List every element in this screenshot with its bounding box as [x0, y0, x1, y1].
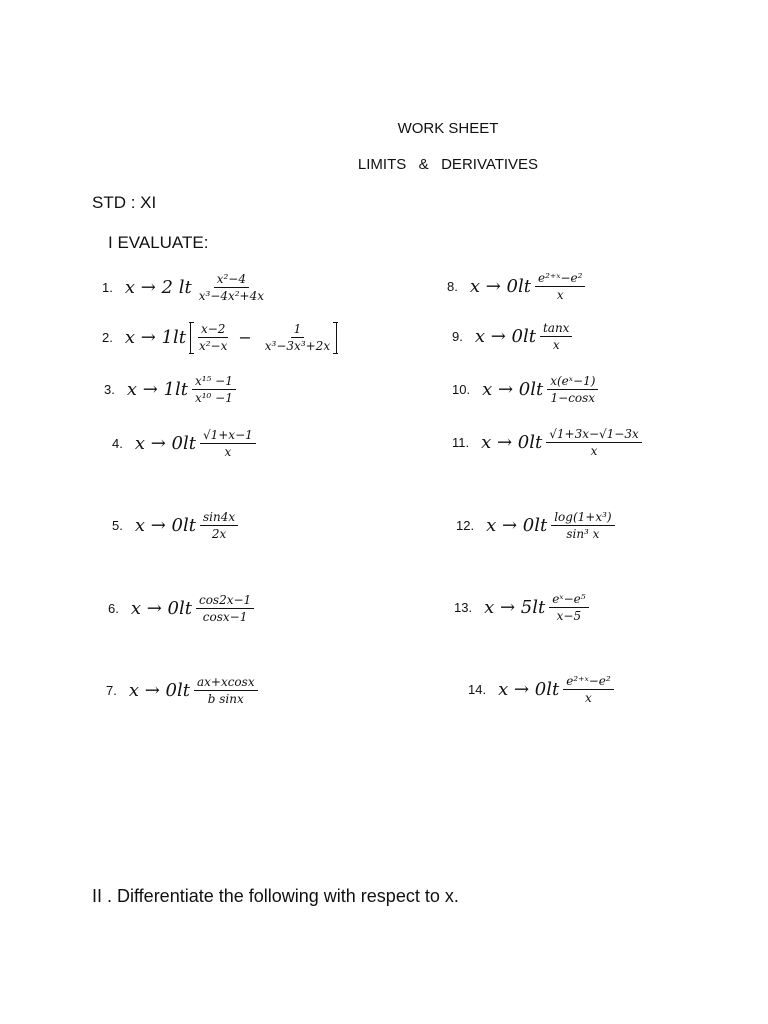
problem-10: [452, 374, 598, 406]
problem-number: 6.: [108, 601, 119, 617]
denominator: cosx−1: [202, 610, 248, 625]
fraction: [551, 510, 614, 542]
fraction: [563, 674, 613, 706]
problem-number: 13.: [454, 600, 473, 616]
problem-number: 4.: [112, 436, 123, 452]
numerator: e²⁺ˣ−e²: [535, 271, 585, 287]
problem-5: [112, 510, 238, 542]
minus-sign: −: [238, 328, 252, 348]
numerator: x²−4: [214, 272, 249, 288]
denominator: 1−cosx: [550, 391, 596, 406]
limit-expression: x → 0lt: [128, 680, 190, 702]
denominator: x: [552, 338, 560, 353]
problem-6: [108, 593, 254, 625]
denominator: 2x: [211, 527, 227, 542]
problem-number: 7.: [106, 683, 117, 699]
limit-expression: x → 0lt: [134, 515, 196, 537]
limit-expression: x → 0lt: [481, 432, 543, 454]
numerator: √1+x−1: [200, 428, 256, 444]
problem-4: [112, 428, 256, 460]
fraction: [200, 510, 238, 542]
problem-number: 5.: [112, 518, 123, 534]
problem-number: 10.: [452, 382, 471, 398]
fraction: [196, 272, 267, 304]
fraction: [262, 322, 333, 354]
limit-expression: x → 2 lt: [124, 277, 192, 299]
numerator: x¹⁵ −1: [192, 374, 236, 390]
denominator: x: [556, 288, 564, 303]
limit-expression: x → 0lt: [134, 433, 196, 455]
problem-9: [452, 321, 572, 353]
numerator: x(eˣ−1): [547, 374, 598, 390]
numerator: sin4x: [200, 510, 238, 526]
fraction: [192, 374, 236, 406]
fraction: [535, 271, 585, 303]
problem-number: 9.: [452, 329, 463, 345]
problem-1: [102, 272, 267, 304]
problem-11: [452, 427, 642, 459]
denominator: sin³ x: [566, 527, 600, 542]
standard-label: STD : XI: [92, 193, 157, 212]
limit-expression: x → 0lt: [486, 515, 548, 537]
numerator: √1+3x−√1−3x: [546, 427, 642, 443]
limit-expression: x → 0lt: [498, 679, 560, 701]
problem-number: 1.: [102, 280, 113, 296]
fraction: [546, 427, 642, 459]
denominator: x−5: [556, 609, 582, 624]
worksheet-title: WORK SHEET: [397, 120, 499, 137]
denominator: x³−3x³+2x: [264, 339, 331, 354]
fraction: [547, 374, 598, 406]
problem-2: [102, 322, 337, 354]
limit-expression: x → 1lt: [126, 379, 188, 401]
denominator: x: [590, 444, 598, 459]
numerator: x−2: [198, 322, 228, 338]
limit-expression: x → 0lt: [474, 326, 536, 348]
numerator: ax+xcosx: [194, 675, 258, 691]
fraction: [196, 322, 230, 354]
numerator: 1: [291, 322, 305, 338]
fraction: [194, 675, 258, 707]
denominator: b sinx: [207, 692, 244, 707]
limit-expression: x → 0lt: [469, 276, 531, 298]
numerator: cos2x−1: [196, 593, 254, 609]
numerator: e²⁺ˣ−e²: [563, 674, 613, 690]
problem-number: 8.: [447, 279, 458, 295]
denominator: x³−4x²+4x: [198, 289, 264, 304]
denominator: x: [224, 445, 232, 460]
denominator: x²−x: [198, 339, 228, 354]
problem-number: 12.: [456, 518, 475, 534]
worksheet-subtitle: LIMITS & DERIVATIVES: [357, 156, 539, 173]
problem-7: [106, 675, 258, 707]
numerator: eˣ−e⁵: [549, 592, 588, 608]
denominator: x: [585, 691, 592, 706]
problem-number: 14.: [468, 682, 487, 698]
section-heading-evaluate: I EVALUATE:: [108, 233, 209, 252]
numerator: tanx: [540, 321, 572, 337]
problem-13: [454, 592, 589, 624]
bracket-expression: [190, 322, 337, 354]
denominator: x¹⁰ −1: [194, 391, 233, 406]
fraction: [540, 321, 572, 353]
limit-expression: x → 0lt: [130, 598, 192, 620]
limit-expression: x → 1lt: [124, 327, 186, 349]
problem-number: 3.: [104, 382, 115, 398]
fraction: [196, 593, 254, 625]
numerator: log(1+x³): [551, 510, 614, 526]
limit-expression: x → 0lt: [482, 379, 544, 401]
problem-14: [468, 674, 614, 706]
problem-3: [104, 374, 236, 406]
problem-number: 2.: [102, 330, 113, 346]
limit-expression: x → 5lt: [484, 597, 546, 619]
fraction: [549, 592, 588, 624]
problem-number: 11.: [452, 435, 470, 451]
section-heading-differentiate: II . Differentiate the following with respect to x.: [92, 886, 459, 906]
problem-12: [456, 510, 615, 542]
fraction: [200, 428, 256, 460]
problem-8: [447, 271, 585, 303]
